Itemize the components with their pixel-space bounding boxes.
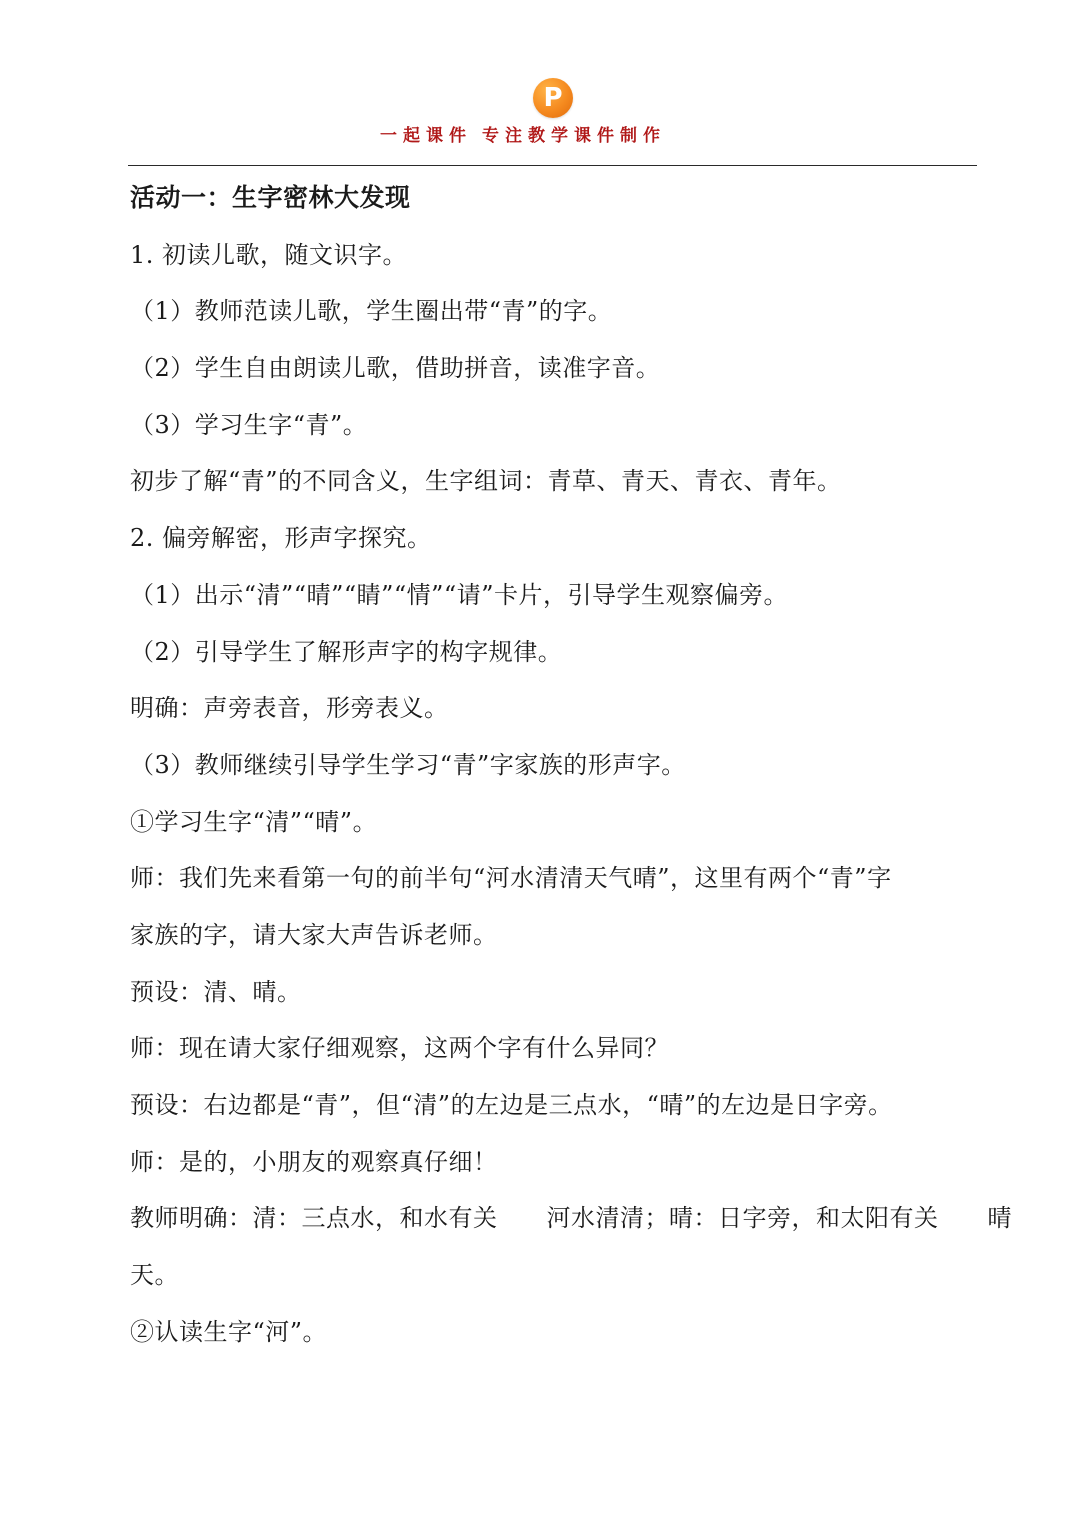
text-line: 预设：清、晴。 — [130, 977, 302, 1006]
text-line: 初步了解“青”的不同含义，生字组词：青草、青天、青衣、青年。 — [130, 467, 842, 496]
header-tagline — [380, 120, 720, 146]
text-line: 2. 偏旁解密，形声字探究。 — [130, 524, 432, 553]
text-line: （2）引导学生了解形声字的构字规律。 — [130, 637, 563, 666]
text-line: （3）教师继续引导学生学习“青”字家族的形声字。 — [130, 750, 686, 779]
header-divider — [128, 165, 977, 166]
text-line: 明确：声旁表音，形旁表义。 — [130, 694, 449, 723]
lesson-content — [130, 170, 1012, 1360]
text-line: 师：我们先来看第一句的前半句“河水清清天气晴”，这里有两个“青”字 — [130, 864, 892, 893]
brand-logo-icon — [533, 78, 573, 118]
text-line: ②认读生字“河”。 — [130, 1317, 328, 1346]
text-line: （3）学习生字“青”。 — [130, 410, 368, 439]
text-line: （1）出示“清”“晴”“睛”“情”“请”卡片，引导学生观察偏旁。 — [130, 580, 788, 609]
text-line: 1. 初读儿歌，随文识字。 — [130, 240, 408, 269]
page-header — [0, 0, 1080, 170]
text-line: （2）学生自由朗读儿歌，借助拼音，读准字音。 — [130, 354, 661, 383]
logo-letter: P — [543, 83, 563, 113]
text-line: 家族的字，请大家大声告诉老师。 — [130, 920, 498, 949]
brand-slogan: 专注教学课件制作 — [482, 125, 666, 146]
text-line: 天。 — [130, 1261, 179, 1290]
text-line: 预设：右边都是“青”，但“清”的左边是三点水，“晴”的左边是日字旁。 — [130, 1091, 893, 1119]
text-line: 教师明确：清：三点水，和水有关 河水清清；晴：日字旁，和太阳有关 晴 — [130, 1204, 1012, 1233]
text-line: 师：是的，小朋友的观察真仔细！ — [130, 1147, 498, 1176]
text-line: 师：现在请大家仔细观察，这两个字有什么异同？ — [130, 1034, 669, 1063]
section-heading: 活动一：生字密林大发现 — [130, 183, 411, 212]
brand-name: 一起课件 — [380, 125, 472, 146]
text-line: （1）教师范读儿歌，学生圈出带“青”的字。 — [130, 297, 613, 326]
text-line: ①学习生字“清”“晴”。 — [130, 807, 378, 836]
